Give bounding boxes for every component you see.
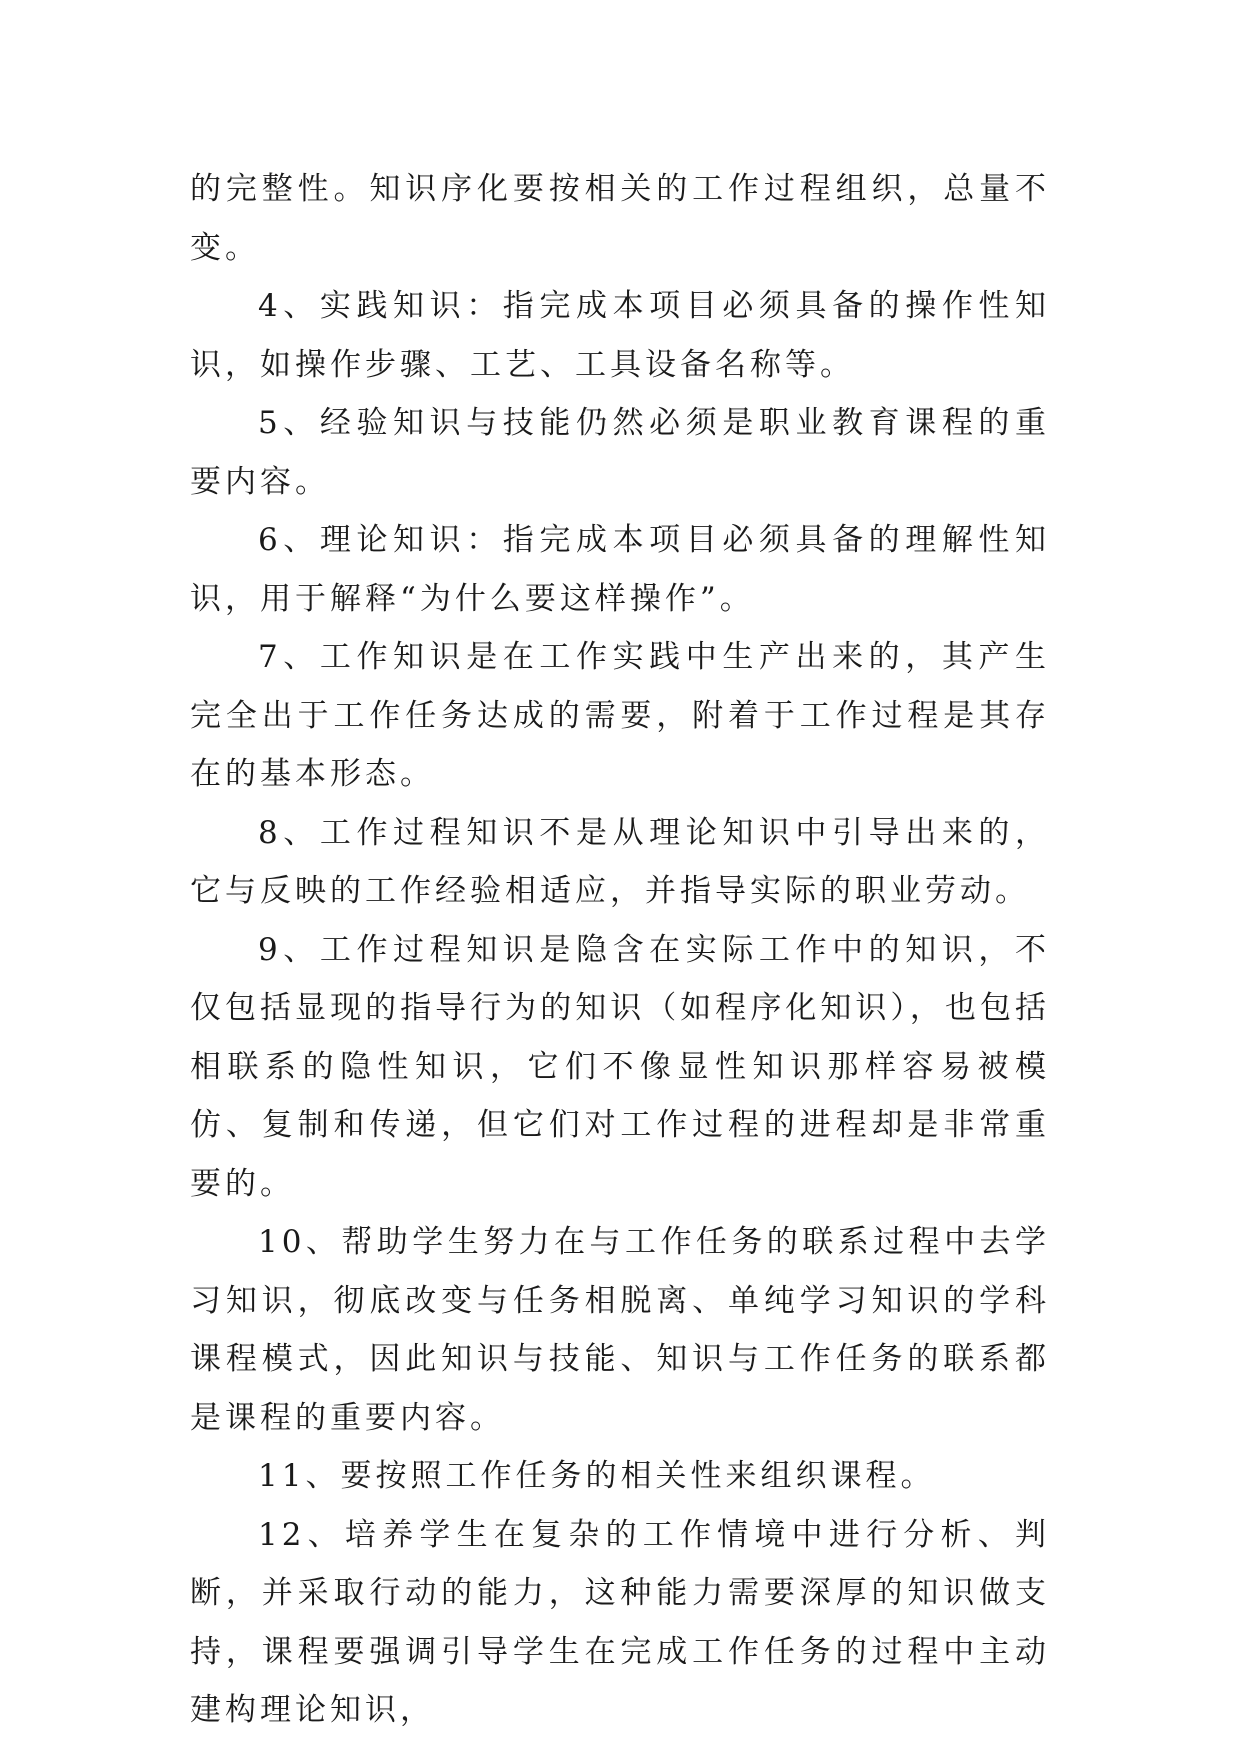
paragraph-item-12: 12、培养学生在复杂的工作情境中进行分析、判断，并采取行动的能力，这种能力需要深厚的知识做支持，课程要强调引导学生在完成工作任务的过程中主动建构理论知识，	[190, 1516, 1050, 1728]
paragraph-item-6: 6、理论知识：指完成本项目必须具备的理解性知识，用于解释“为什么要这样操作”。	[190, 522, 1050, 617]
paragraph-item-8: 8、工作过程知识不是从理论知识中引导出来的，它与反映的工作经验相适应，并指导实际的职业劳动。	[190, 814, 1050, 909]
paragraph-item-4: 4、实践知识：指完成本项目必须具备的操作性知识，如操作步骤、工艺、工具设备名称等。	[190, 288, 1050, 383]
document-body	[190, 160, 1050, 1740]
paragraph-item-5: 5、经验知识与技能仍然必须是职业教育课程的重要内容。	[190, 405, 1050, 500]
paragraph-item-7: 7、工作知识是在工作实践中生产出来的，其产生完全出于工作任务达成的需要，附着于工作过程是其存在的基本形态。	[190, 639, 1050, 792]
paragraph-item-9: 9、工作过程知识是隐含在实际工作中的知识，不仅包括显现的指导行为的知识（如程序化知识），也包括相联系的隐性知识，它们不像显性知识那样容易被模仿、复制和传递，但它们对工作过程的进程却是非常重要的。	[190, 931, 1050, 1202]
paragraph-item-11: 11、要按照工作任务的相关性来组织课程。	[258, 1458, 936, 1494]
paragraph-item-10: 10、帮助学生努力在与工作任务的联系过程中去学习知识，彻底改变与任务相脱离、单纯学习知识的学科课程模式，因此知识与技能、知识与工作任务的联系都是课程的重要内容。	[190, 1224, 1050, 1436]
paragraph-continuation: 的完整性。知识序化要按相关的工作过程组织，总量不变。	[190, 171, 1050, 266]
